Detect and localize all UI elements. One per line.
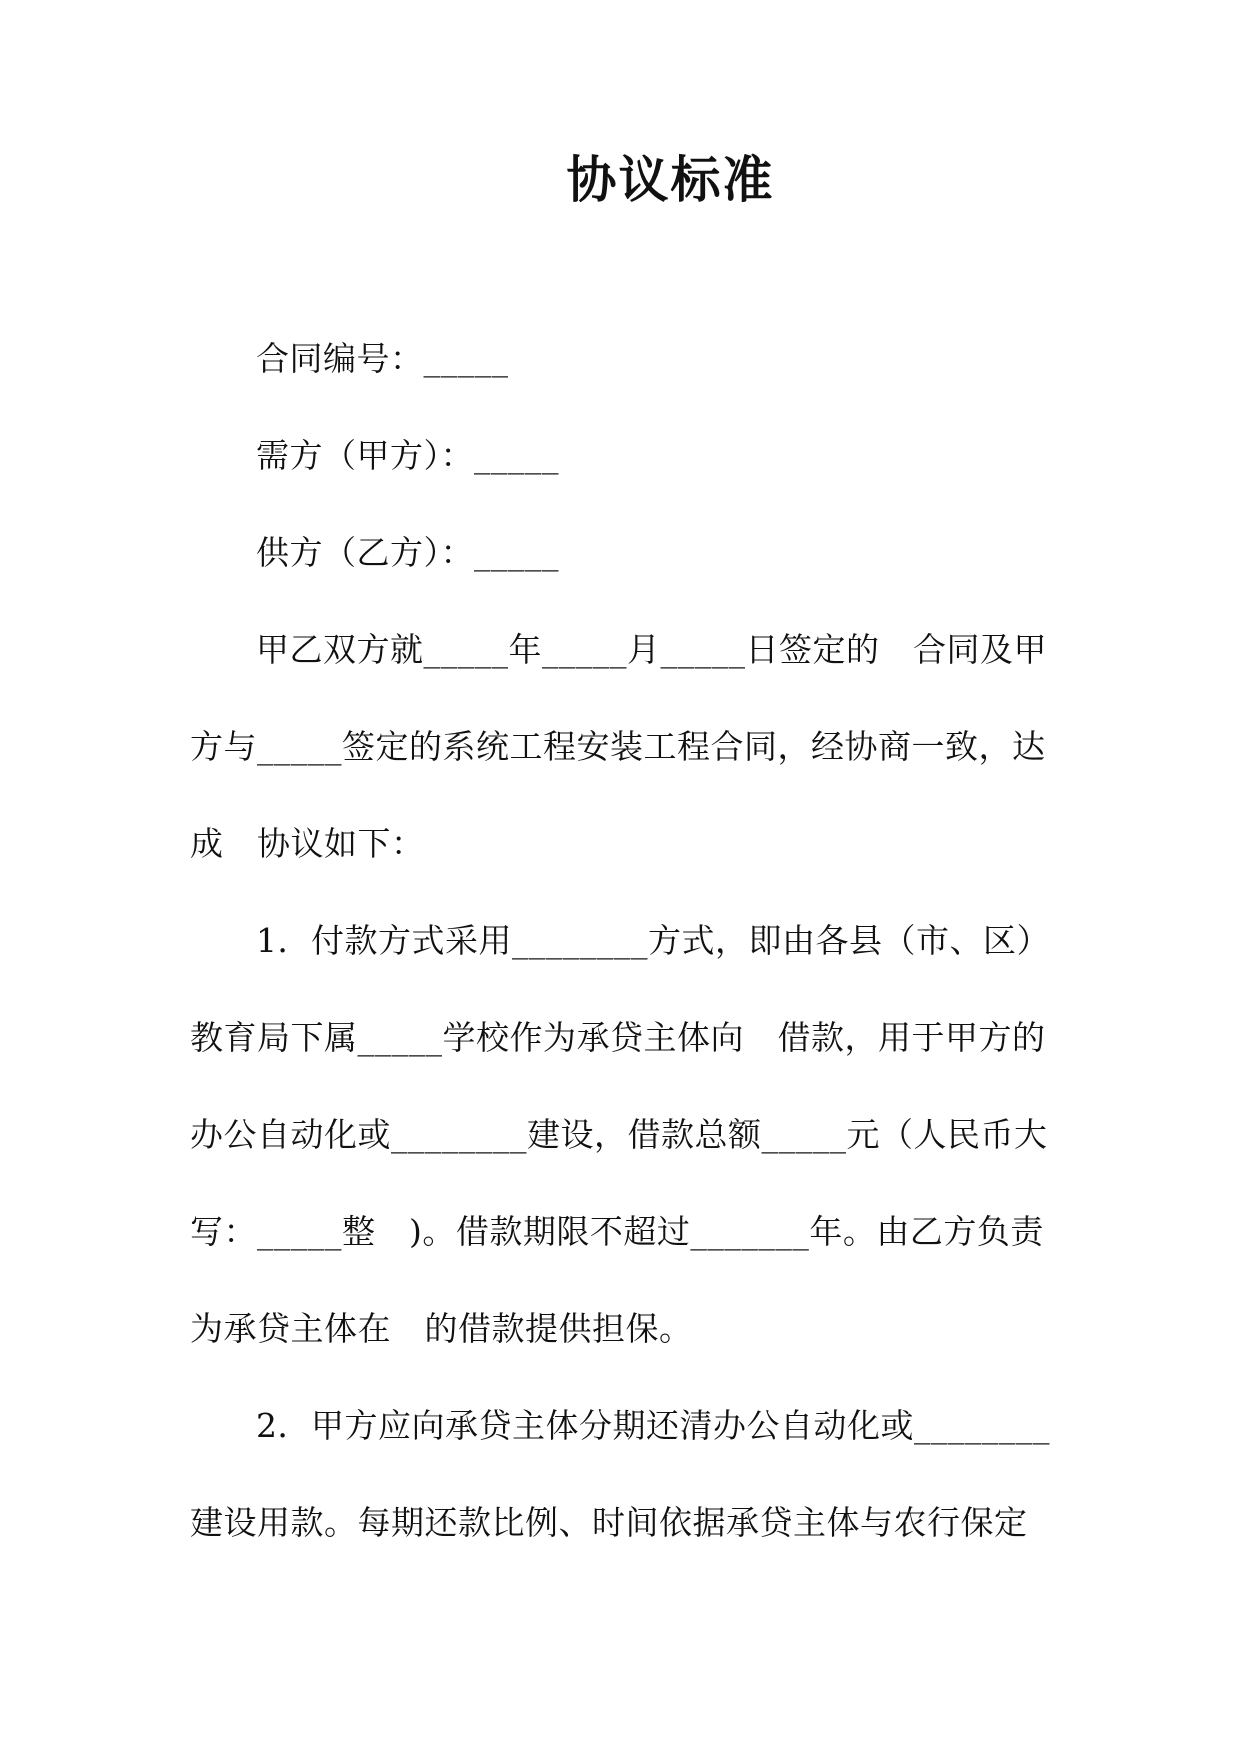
party-a-line: 需方（甲方）：_____ xyxy=(256,436,559,475)
intro-paragraph-line-2: 方与_____签定的系统工程安装工程合同，经协商一致，达 xyxy=(190,727,1046,766)
clause-1-line-3: 办公自动化或________建设，借款总额_____元（人民币大 xyxy=(190,1115,1048,1154)
clause-1-line-4: 写：_____整 )。借款期限不超过_______年。由乙方负责 xyxy=(190,1212,1044,1251)
party-b-line: 供方（乙方）：_____ xyxy=(256,533,559,572)
clause-1-line-2: 教育局下属_____学校作为承贷主体向 借款，用于甲方的 xyxy=(190,1018,1046,1057)
contract-number-line: 合同编号：_____ xyxy=(256,339,509,378)
clause-1-line-5: 为承贷主体在 的借款提供担保。 xyxy=(190,1309,693,1348)
document-title: 协议标准 xyxy=(566,150,775,209)
intro-paragraph-line-3: 成 协议如下： xyxy=(190,824,425,863)
document-body xyxy=(190,310,1050,1571)
intro-paragraph-line-1: 甲乙双方就_____年_____月_____日签定的 合同及甲 xyxy=(256,630,1047,669)
clause-2-line-1: 2．甲方应向承贷主体分期还清办公自动化或________ xyxy=(256,1406,1050,1445)
clause-2-line-2: 建设用款。每期还款比例、时间依据承贷主体与农行保定 xyxy=(190,1503,1028,1542)
clause-1-line-1: 1．付款方式采用________方式，即由各县（市、区） xyxy=(256,921,1050,960)
